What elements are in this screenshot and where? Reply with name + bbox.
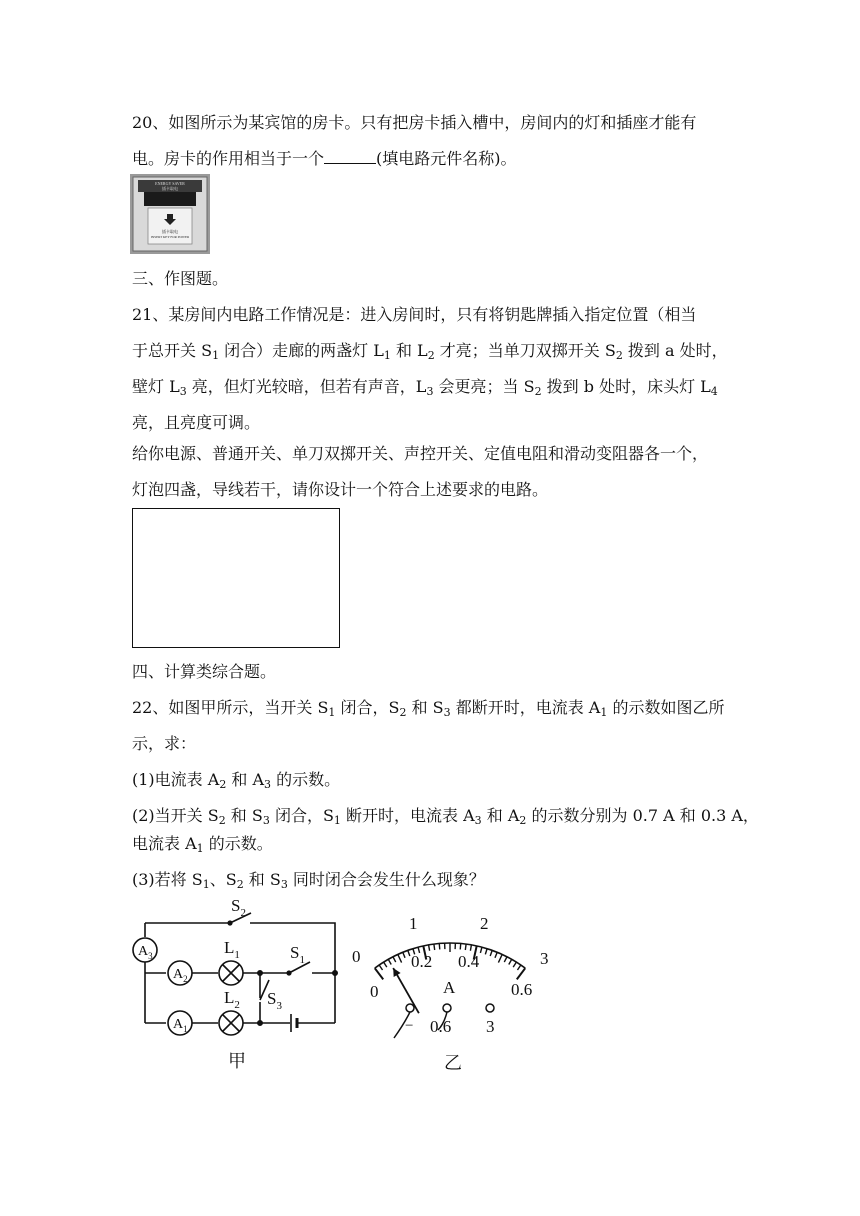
- meter-tick: [388, 959, 391, 964]
- terminal-0-6-knob: [443, 1004, 451, 1012]
- label-s1: $S_1$: [290, 943, 305, 966]
- card-bottom-text: INSERT KEY FOR POWER: [150, 235, 190, 239]
- q22-l1-6: 都断开时，电流表 A: [450, 698, 601, 717]
- terminal-negative: −: [405, 1018, 414, 1034]
- label-a2: $A_2$: [173, 967, 188, 984]
- terminal-0-6: 0.6: [430, 1017, 452, 1036]
- q22-l4-2: 和 S: [225, 806, 263, 825]
- meter-tick: [398, 954, 402, 962]
- q21-l3-1: 3: [179, 385, 187, 398]
- q21-l3-4: 会更亮；当 S: [433, 377, 535, 396]
- label-l1: $L_1$: [224, 938, 240, 961]
- q21-l2-6: 才亮；当单刀双掷开关 S: [434, 341, 616, 360]
- q22-l6-5: 3: [280, 878, 288, 891]
- q22-l5-0: 电流表 A: [132, 834, 197, 853]
- meter-tick: [513, 962, 516, 967]
- q22-l6-3: 2: [236, 878, 244, 891]
- q22-l4-10: 的示数分别为 0.7 A 和 0.3 A，: [526, 806, 759, 825]
- bottom-scale-3: 0.6: [511, 980, 533, 999]
- q22-l4-7: 3: [474, 814, 482, 827]
- q20-line-1: 20、如图所示为某宾馆的房卡。只有把房卡插入槽中，房间内的灯和插座才能有: [132, 113, 697, 132]
- q21-l2-7: 2: [615, 349, 623, 362]
- q21-l3-6: 拨到 b 处时，床头灯 L: [541, 377, 711, 396]
- q22-l6-0: (3)若将 S: [132, 870, 203, 889]
- q22-l6-2: 、S: [209, 870, 237, 889]
- q20-line-2-after: (填电路元件名称)。: [376, 149, 517, 168]
- q21-l3-0: 壁灯 L: [132, 377, 180, 396]
- bottom-scale-1: 0.2: [411, 952, 433, 971]
- q21-line-5: 给你电源、普通开关、单刀双掷开关、声控开关、定值电阻和滑动变阻器各一个，: [132, 444, 709, 463]
- q22-l1-4: 和 S: [406, 698, 444, 717]
- q22-l5-2: 的示数。: [203, 834, 273, 853]
- q21-l2-2: 闭合）走廊的两盏灯 L: [219, 341, 384, 360]
- q22-l1-1: 1: [328, 706, 336, 719]
- q22-l3-1: 2: [219, 778, 227, 791]
- meter-tick: [485, 949, 487, 955]
- q22-l3-4: 的示数。: [271, 770, 341, 789]
- meter-tick: [509, 959, 512, 964]
- terminal-negative-knob: [406, 1004, 414, 1012]
- q22-l4-0: (2)当开关 S: [132, 806, 219, 825]
- q21-l2-5: 2: [427, 349, 435, 362]
- q21-l3-5: 2: [534, 385, 542, 398]
- q22-l6-1: 1: [202, 878, 210, 891]
- meter-tick: [408, 950, 410, 956]
- q22-l4-3: 3: [262, 814, 270, 827]
- terminal-3-knob: [486, 1004, 494, 1012]
- q22-l6-4: 和 S: [243, 870, 281, 889]
- meter-tick: [504, 957, 507, 962]
- meter-tick: [403, 952, 405, 958]
- label-a3: $A_3$: [138, 944, 153, 961]
- q21-l2-8: 拨到 a 处时，: [622, 341, 728, 360]
- q21-l2-0: 于总开关 S: [132, 341, 213, 360]
- q22-l4-1: 2: [218, 814, 226, 827]
- meter-tick: [393, 957, 396, 962]
- q20-line-2-before: 电。房卡的作用相当于一个: [132, 149, 325, 168]
- q22-l4-8: 和 A: [481, 806, 520, 825]
- lamp-l2-cross: [223, 1015, 239, 1031]
- q22-line-2: 示，求：: [132, 734, 197, 753]
- meter-tick: [439, 943, 440, 949]
- meter-tick: [517, 965, 520, 970]
- meter-tick: [465, 944, 466, 950]
- q21-l2-4: 和 L: [390, 341, 428, 360]
- meter-tick: [379, 965, 382, 970]
- meter-tick: [429, 945, 430, 951]
- q21-line-1: 21、某房间内电路工作情况是：进入房间时，只有将钥匙牌插入指定位置（相当: [132, 305, 697, 324]
- q22-l1-8: 的示数如图乙所: [607, 698, 725, 717]
- q22-l3-0: (1)电流表 A: [132, 770, 220, 789]
- card-top-text: ENERGY SAVER: [155, 181, 185, 186]
- q21-line-6: 灯泡四盏，导线若干，请你设计一个符合上述要求的电路。: [132, 480, 549, 499]
- label-s3: $S_3$: [267, 989, 282, 1012]
- meter-tick: [495, 952, 497, 958]
- section-4-heading: 四、计算类综合题。: [132, 662, 277, 681]
- q22-l3-2: 和 A: [226, 770, 265, 789]
- q22-l1-5: 3: [443, 706, 451, 719]
- q21-line-4: 亮，且亮度可调。: [132, 413, 261, 432]
- q22-l6-6: 同时闭合会发生什么现象？: [287, 870, 485, 889]
- q22-l4-5: 1: [333, 814, 341, 827]
- label-a1: $A_1$: [173, 1017, 188, 1034]
- top-scale-1: 1: [409, 914, 418, 933]
- caption-yi: 乙: [444, 1053, 462, 1073]
- meter-tick: [434, 944, 435, 950]
- q22-l1-0: 22、如图甲所示，当开关 S: [132, 698, 329, 717]
- meter-tick: [470, 945, 471, 951]
- q22-l5-1: 1: [196, 842, 204, 855]
- q22-l1-3: 2: [399, 706, 407, 719]
- q22-l3-3: 3: [264, 778, 272, 791]
- meter-tick: [384, 962, 387, 967]
- top-scale-0: 0: [352, 947, 361, 966]
- q22-l1-7: 1: [600, 706, 608, 719]
- q21-l3-2: 亮，但灯光较暗，但若有声音，L: [186, 377, 427, 396]
- meter-tick: [460, 943, 461, 949]
- q21-l3-3: 3: [426, 385, 434, 398]
- meter-tick: [480, 947, 482, 953]
- label-s2: $S_2$: [231, 896, 246, 919]
- card-bottom-cn: 插卡取电: [162, 229, 178, 234]
- section-3-heading: 三、作图题。: [132, 269, 229, 288]
- caption-jia: 甲: [228, 1051, 246, 1071]
- circuit-diagram: [133, 913, 337, 1035]
- q21-l3-7: 4: [710, 385, 718, 398]
- lamp-l1-cross: [223, 965, 239, 981]
- card-top-cn: 插卡取电: [162, 186, 178, 191]
- q22-l1-2: 闭合，S: [335, 698, 400, 717]
- q22-l4-9: 2: [519, 814, 527, 827]
- top-scale-2: 2: [480, 914, 489, 933]
- meter-tick: [498, 954, 502, 962]
- meter-tick: [490, 950, 492, 956]
- bottom-scale-2: 0.4: [458, 952, 480, 971]
- label-l2: $L_2$: [224, 988, 240, 1011]
- q21-l2-3: 1: [383, 349, 391, 362]
- meter-unit: A: [443, 978, 456, 997]
- q22-l4-4: 闭合，S: [269, 806, 334, 825]
- terminal-3: 3: [486, 1017, 495, 1036]
- top-scale-3: 3: [540, 949, 549, 968]
- q22-l4-6: 断开时，电流表 A: [340, 806, 475, 825]
- q21-l2-1: 1: [212, 349, 220, 362]
- bottom-scale-0: 0: [370, 982, 379, 1001]
